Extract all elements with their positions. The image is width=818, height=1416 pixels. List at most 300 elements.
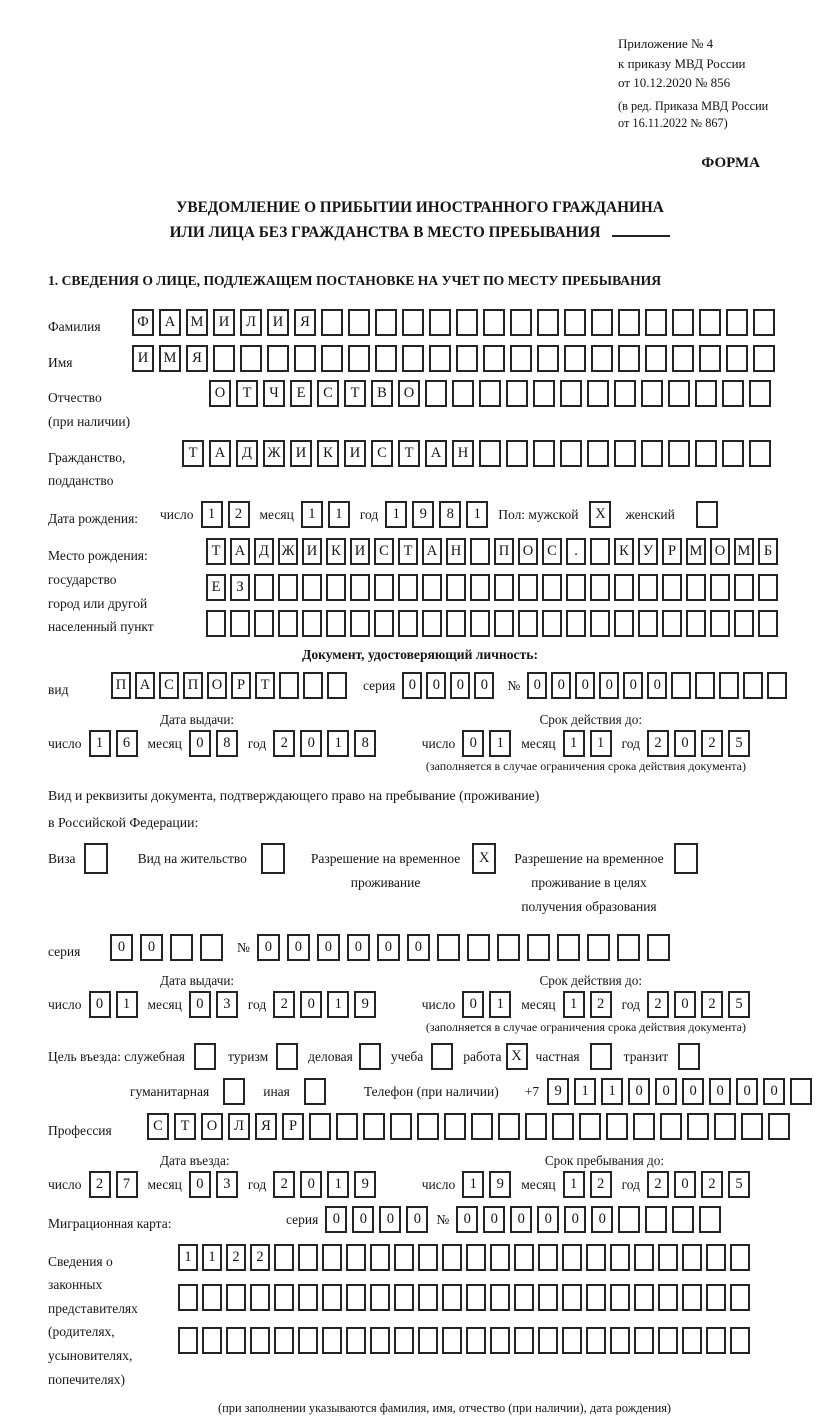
char-cell[interactable] bbox=[743, 672, 763, 699]
char-cell[interactable] bbox=[429, 309, 451, 336]
char-cell[interactable] bbox=[370, 1244, 390, 1271]
char-cell[interactable]: Ф bbox=[132, 309, 154, 336]
temp-residence-edu-checkbox[interactable] bbox=[674, 843, 698, 874]
char-cell[interactable] bbox=[614, 574, 634, 601]
char-cell[interactable] bbox=[734, 574, 754, 601]
char-cell[interactable] bbox=[442, 1284, 462, 1311]
char-cell[interactable] bbox=[326, 574, 346, 601]
char-cell[interactable]: М bbox=[734, 538, 754, 565]
char-cell[interactable] bbox=[497, 934, 520, 961]
char-cell[interactable]: А bbox=[422, 538, 442, 565]
char-cell[interactable] bbox=[579, 1113, 601, 1140]
residence-permit-checkbox[interactable] bbox=[261, 843, 285, 874]
char-cell[interactable] bbox=[425, 380, 447, 407]
char-cell[interactable]: 2 bbox=[250, 1244, 270, 1271]
char-cell[interactable] bbox=[749, 440, 771, 467]
char-cell[interactable]: 1 bbox=[328, 501, 350, 528]
char-cell[interactable] bbox=[506, 440, 528, 467]
char-cell[interactable]: 1 bbox=[563, 991, 585, 1018]
char-cell[interactable]: 2 bbox=[273, 991, 295, 1018]
char-cell[interactable] bbox=[767, 672, 787, 699]
char-cell[interactable] bbox=[398, 610, 418, 637]
char-cell[interactable]: 0 bbox=[763, 1078, 785, 1105]
char-cell[interactable]: Ж bbox=[263, 440, 285, 467]
char-cell[interactable] bbox=[446, 610, 466, 637]
char-cell[interactable] bbox=[498, 1113, 520, 1140]
char-cell[interactable] bbox=[303, 672, 323, 699]
char-cell[interactable]: С bbox=[374, 538, 394, 565]
char-cell[interactable]: Ж bbox=[278, 538, 298, 565]
char-cell[interactable] bbox=[557, 934, 580, 961]
char-cell[interactable]: 0 bbox=[599, 672, 619, 699]
char-cell[interactable]: 0 bbox=[483, 1206, 505, 1233]
char-cell[interactable] bbox=[730, 1327, 750, 1354]
char-cell[interactable] bbox=[686, 574, 706, 601]
char-cell[interactable]: 0 bbox=[189, 1171, 211, 1198]
char-cell[interactable]: 1 bbox=[590, 730, 612, 757]
char-cell[interactable]: 0 bbox=[426, 672, 446, 699]
char-cell[interactable] bbox=[566, 574, 586, 601]
char-cell[interactable] bbox=[514, 1327, 534, 1354]
char-cell[interactable] bbox=[363, 1113, 385, 1140]
char-cell[interactable] bbox=[538, 1244, 558, 1271]
char-cell[interactable] bbox=[682, 1327, 702, 1354]
char-cell[interactable] bbox=[533, 440, 555, 467]
char-cell[interactable]: Н bbox=[452, 440, 474, 467]
char-cell[interactable]: Т bbox=[344, 380, 366, 407]
char-cell[interactable] bbox=[202, 1284, 222, 1311]
char-cell[interactable] bbox=[274, 1244, 294, 1271]
char-cell[interactable]: 0 bbox=[623, 672, 643, 699]
char-cell[interactable]: 2 bbox=[701, 991, 723, 1018]
char-cell[interactable]: Т bbox=[182, 440, 204, 467]
char-cell[interactable] bbox=[633, 1113, 655, 1140]
char-cell[interactable]: 2 bbox=[89, 1171, 111, 1198]
char-cell[interactable]: Т bbox=[206, 538, 226, 565]
char-cell[interactable]: О bbox=[201, 1113, 223, 1140]
char-cell[interactable]: Л bbox=[228, 1113, 250, 1140]
char-cell[interactable]: 0 bbox=[591, 1206, 613, 1233]
char-cell[interactable] bbox=[537, 309, 559, 336]
char-cell[interactable]: 0 bbox=[325, 1206, 347, 1233]
char-cell[interactable] bbox=[706, 1244, 726, 1271]
char-cell[interactable] bbox=[730, 1244, 750, 1271]
char-cell[interactable] bbox=[562, 1327, 582, 1354]
char-cell[interactable]: 8 bbox=[216, 730, 238, 757]
purpose-service-checkbox[interactable] bbox=[194, 1043, 216, 1070]
char-cell[interactable] bbox=[706, 1327, 726, 1354]
char-cell[interactable]: 1 bbox=[327, 730, 349, 757]
char-cell[interactable] bbox=[298, 1327, 318, 1354]
char-cell[interactable]: 0 bbox=[456, 1206, 478, 1233]
char-cell[interactable] bbox=[394, 1284, 414, 1311]
char-cell[interactable] bbox=[200, 934, 223, 961]
purpose-tourism-checkbox[interactable] bbox=[276, 1043, 298, 1070]
char-cell[interactable] bbox=[510, 345, 532, 372]
char-cell[interactable]: М bbox=[686, 538, 706, 565]
char-cell[interactable] bbox=[350, 574, 370, 601]
char-cell[interactable]: П bbox=[183, 672, 203, 699]
char-cell[interactable]: 0 bbox=[89, 991, 111, 1018]
char-cell[interactable] bbox=[254, 574, 274, 601]
purpose-private-checkbox[interactable] bbox=[590, 1043, 612, 1070]
char-cell[interactable] bbox=[514, 1284, 534, 1311]
char-cell[interactable] bbox=[641, 440, 663, 467]
char-cell[interactable] bbox=[471, 1113, 493, 1140]
char-cell[interactable] bbox=[466, 1284, 486, 1311]
char-cell[interactable]: Е bbox=[290, 380, 312, 407]
char-cell[interactable] bbox=[741, 1113, 763, 1140]
char-cell[interactable] bbox=[294, 345, 316, 372]
char-cell[interactable] bbox=[250, 1284, 270, 1311]
purpose-study-checkbox[interactable] bbox=[431, 1043, 453, 1070]
char-cell[interactable]: И bbox=[302, 538, 322, 565]
char-cell[interactable] bbox=[758, 574, 778, 601]
char-cell[interactable]: О bbox=[207, 672, 227, 699]
char-cell[interactable] bbox=[590, 610, 610, 637]
char-cell[interactable] bbox=[542, 610, 562, 637]
female-checkbox[interactable] bbox=[696, 501, 718, 528]
char-cell[interactable] bbox=[346, 1284, 366, 1311]
char-cell[interactable] bbox=[566, 610, 586, 637]
char-cell[interactable] bbox=[178, 1284, 198, 1311]
char-cell[interactable] bbox=[660, 1113, 682, 1140]
char-cell[interactable] bbox=[374, 610, 394, 637]
char-cell[interactable] bbox=[790, 1078, 812, 1105]
char-cell[interactable]: А bbox=[159, 309, 181, 336]
char-cell[interactable]: 2 bbox=[273, 1171, 295, 1198]
char-cell[interactable] bbox=[662, 610, 682, 637]
char-cell[interactable]: 3 bbox=[216, 1171, 238, 1198]
char-cell[interactable] bbox=[394, 1244, 414, 1271]
char-cell[interactable]: П bbox=[111, 672, 131, 699]
char-cell[interactable] bbox=[326, 610, 346, 637]
purpose-other-checkbox[interactable] bbox=[304, 1078, 326, 1105]
char-cell[interactable] bbox=[322, 1284, 342, 1311]
char-cell[interactable] bbox=[298, 1284, 318, 1311]
char-cell[interactable] bbox=[758, 610, 778, 637]
char-cell[interactable] bbox=[618, 1206, 640, 1233]
char-cell[interactable]: 8 bbox=[439, 501, 461, 528]
char-cell[interactable]: 0 bbox=[317, 934, 340, 961]
char-cell[interactable] bbox=[614, 610, 634, 637]
char-cell[interactable] bbox=[533, 380, 555, 407]
char-cell[interactable] bbox=[645, 1206, 667, 1233]
char-cell[interactable]: 0 bbox=[736, 1078, 758, 1105]
purpose-humanitarian-checkbox[interactable] bbox=[223, 1078, 245, 1105]
char-cell[interactable] bbox=[467, 934, 490, 961]
char-cell[interactable]: М bbox=[159, 345, 181, 372]
char-cell[interactable] bbox=[202, 1327, 222, 1354]
char-cell[interactable]: 5 bbox=[728, 991, 750, 1018]
char-cell[interactable] bbox=[470, 610, 490, 637]
char-cell[interactable]: Р bbox=[662, 538, 682, 565]
char-cell[interactable] bbox=[402, 345, 424, 372]
char-cell[interactable] bbox=[719, 672, 739, 699]
char-cell[interactable] bbox=[682, 1284, 702, 1311]
char-cell[interactable]: О bbox=[209, 380, 231, 407]
char-cell[interactable]: 0 bbox=[564, 1206, 586, 1233]
char-cell[interactable]: Р bbox=[231, 672, 251, 699]
char-cell[interactable]: И bbox=[344, 440, 366, 467]
char-cell[interactable]: 0 bbox=[257, 934, 280, 961]
char-cell[interactable] bbox=[346, 1244, 366, 1271]
char-cell[interactable] bbox=[267, 345, 289, 372]
char-cell[interactable] bbox=[610, 1327, 630, 1354]
char-cell[interactable] bbox=[278, 610, 298, 637]
char-cell[interactable] bbox=[274, 1284, 294, 1311]
char-cell[interactable] bbox=[429, 345, 451, 372]
char-cell[interactable] bbox=[618, 309, 640, 336]
char-cell[interactable]: 7 bbox=[116, 1171, 138, 1198]
char-cell[interactable] bbox=[254, 610, 274, 637]
char-cell[interactable] bbox=[695, 380, 717, 407]
char-cell[interactable] bbox=[336, 1113, 358, 1140]
char-cell[interactable] bbox=[418, 1327, 438, 1354]
char-cell[interactable] bbox=[586, 1327, 606, 1354]
char-cell[interactable] bbox=[456, 345, 478, 372]
char-cell[interactable]: 0 bbox=[462, 730, 484, 757]
char-cell[interactable] bbox=[206, 610, 226, 637]
char-cell[interactable]: М bbox=[186, 309, 208, 336]
char-cell[interactable] bbox=[662, 574, 682, 601]
char-cell[interactable] bbox=[375, 309, 397, 336]
char-cell[interactable] bbox=[226, 1327, 246, 1354]
char-cell[interactable]: 9 bbox=[412, 501, 434, 528]
char-cell[interactable] bbox=[722, 380, 744, 407]
char-cell[interactable] bbox=[494, 574, 514, 601]
char-cell[interactable]: 9 bbox=[547, 1078, 569, 1105]
char-cell[interactable]: Я bbox=[294, 309, 316, 336]
char-cell[interactable] bbox=[370, 1284, 390, 1311]
char-cell[interactable]: 1 bbox=[202, 1244, 222, 1271]
temp-residence-checkbox[interactable]: X bbox=[472, 843, 496, 874]
purpose-business-checkbox[interactable] bbox=[359, 1043, 381, 1070]
char-cell[interactable]: К bbox=[317, 440, 339, 467]
char-cell[interactable] bbox=[734, 610, 754, 637]
char-cell[interactable] bbox=[350, 610, 370, 637]
char-cell[interactable]: О bbox=[710, 538, 730, 565]
char-cell[interactable] bbox=[710, 574, 730, 601]
char-cell[interactable]: 1 bbox=[201, 501, 223, 528]
char-cell[interactable] bbox=[722, 440, 744, 467]
char-cell[interactable] bbox=[645, 345, 667, 372]
char-cell[interactable]: И bbox=[290, 440, 312, 467]
char-cell[interactable] bbox=[422, 574, 442, 601]
char-cell[interactable] bbox=[560, 380, 582, 407]
char-cell[interactable]: 1 bbox=[601, 1078, 623, 1105]
char-cell[interactable]: 1 bbox=[489, 991, 511, 1018]
char-cell[interactable] bbox=[714, 1113, 736, 1140]
char-cell[interactable] bbox=[537, 345, 559, 372]
char-cell[interactable] bbox=[506, 380, 528, 407]
char-cell[interactable] bbox=[418, 1244, 438, 1271]
char-cell[interactable]: 0 bbox=[110, 934, 133, 961]
char-cell[interactable] bbox=[560, 440, 582, 467]
char-cell[interactable]: Р bbox=[282, 1113, 304, 1140]
char-cell[interactable]: И bbox=[350, 538, 370, 565]
char-cell[interactable] bbox=[672, 1206, 694, 1233]
char-cell[interactable] bbox=[538, 1284, 558, 1311]
char-cell[interactable]: В bbox=[371, 380, 393, 407]
char-cell[interactable]: 8 bbox=[354, 730, 376, 757]
char-cell[interactable]: 0 bbox=[682, 1078, 704, 1105]
char-cell[interactable] bbox=[278, 574, 298, 601]
purpose-transit-checkbox[interactable] bbox=[678, 1043, 700, 1070]
char-cell[interactable]: Е bbox=[206, 574, 226, 601]
visa-checkbox[interactable] bbox=[84, 843, 108, 874]
char-cell[interactable]: 1 bbox=[301, 501, 323, 528]
char-cell[interactable]: 0 bbox=[628, 1078, 650, 1105]
char-cell[interactable] bbox=[671, 672, 691, 699]
char-cell[interactable]: И bbox=[132, 345, 154, 372]
char-cell[interactable] bbox=[658, 1244, 678, 1271]
char-cell[interactable]: 2 bbox=[590, 991, 612, 1018]
char-cell[interactable] bbox=[279, 672, 299, 699]
char-cell[interactable]: И bbox=[267, 309, 289, 336]
char-cell[interactable]: 0 bbox=[379, 1206, 401, 1233]
char-cell[interactable]: З bbox=[230, 574, 250, 601]
char-cell[interactable] bbox=[444, 1113, 466, 1140]
char-cell[interactable]: 5 bbox=[728, 1171, 750, 1198]
char-cell[interactable]: 1 bbox=[489, 730, 511, 757]
char-cell[interactable]: 0 bbox=[462, 991, 484, 1018]
char-cell[interactable] bbox=[562, 1244, 582, 1271]
char-cell[interactable] bbox=[466, 1327, 486, 1354]
char-cell[interactable] bbox=[374, 574, 394, 601]
char-cell[interactable] bbox=[327, 672, 347, 699]
char-cell[interactable] bbox=[542, 574, 562, 601]
char-cell[interactable] bbox=[699, 309, 721, 336]
char-cell[interactable]: 2 bbox=[273, 730, 295, 757]
char-cell[interactable]: 0 bbox=[407, 934, 430, 961]
char-cell[interactable]: 3 bbox=[216, 991, 238, 1018]
char-cell[interactable] bbox=[479, 440, 501, 467]
char-cell[interactable]: 2 bbox=[228, 501, 250, 528]
char-cell[interactable]: 0 bbox=[674, 991, 696, 1018]
char-cell[interactable] bbox=[437, 934, 460, 961]
char-cell[interactable] bbox=[641, 380, 663, 407]
char-cell[interactable]: С bbox=[147, 1113, 169, 1140]
char-cell[interactable]: П bbox=[494, 538, 514, 565]
char-cell[interactable]: 9 bbox=[489, 1171, 511, 1198]
char-cell[interactable] bbox=[402, 309, 424, 336]
char-cell[interactable]: 1 bbox=[466, 501, 488, 528]
char-cell[interactable]: 0 bbox=[647, 672, 667, 699]
char-cell[interactable]: 0 bbox=[674, 1171, 696, 1198]
char-cell[interactable]: Д bbox=[254, 538, 274, 565]
char-cell[interactable] bbox=[658, 1284, 678, 1311]
char-cell[interactable]: 0 bbox=[474, 672, 494, 699]
char-cell[interactable]: 2 bbox=[590, 1171, 612, 1198]
char-cell[interactable]: 1 bbox=[462, 1171, 484, 1198]
char-cell[interactable]: 1 bbox=[563, 730, 585, 757]
char-cell[interactable] bbox=[634, 1244, 654, 1271]
char-cell[interactable]: 0 bbox=[551, 672, 571, 699]
char-cell[interactable]: Т bbox=[398, 440, 420, 467]
char-cell[interactable] bbox=[686, 610, 706, 637]
char-cell[interactable] bbox=[470, 538, 490, 565]
char-cell[interactable] bbox=[370, 1327, 390, 1354]
char-cell[interactable]: 1 bbox=[116, 991, 138, 1018]
char-cell[interactable] bbox=[687, 1113, 709, 1140]
char-cell[interactable]: 0 bbox=[674, 730, 696, 757]
char-cell[interactable]: Я bbox=[186, 345, 208, 372]
char-cell[interactable] bbox=[510, 309, 532, 336]
char-cell[interactable]: 9 bbox=[354, 1171, 376, 1198]
char-cell[interactable] bbox=[606, 1113, 628, 1140]
char-cell[interactable]: . bbox=[566, 538, 586, 565]
char-cell[interactable] bbox=[610, 1284, 630, 1311]
char-cell[interactable] bbox=[591, 345, 613, 372]
char-cell[interactable] bbox=[668, 380, 690, 407]
char-cell[interactable] bbox=[250, 1327, 270, 1354]
char-cell[interactable]: 0 bbox=[287, 934, 310, 961]
char-cell[interactable]: Т bbox=[398, 538, 418, 565]
char-cell[interactable]: 0 bbox=[347, 934, 370, 961]
char-cell[interactable]: 2 bbox=[647, 991, 669, 1018]
char-cell[interactable]: 2 bbox=[647, 1171, 669, 1198]
char-cell[interactable] bbox=[695, 672, 715, 699]
char-cell[interactable] bbox=[638, 574, 658, 601]
char-cell[interactable]: А bbox=[425, 440, 447, 467]
char-cell[interactable] bbox=[634, 1284, 654, 1311]
char-cell[interactable] bbox=[466, 1244, 486, 1271]
char-cell[interactable]: 0 bbox=[189, 991, 211, 1018]
char-cell[interactable]: Л bbox=[240, 309, 262, 336]
char-cell[interactable] bbox=[230, 610, 250, 637]
char-cell[interactable] bbox=[614, 440, 636, 467]
char-cell[interactable] bbox=[587, 440, 609, 467]
char-cell[interactable] bbox=[321, 345, 343, 372]
char-cell[interactable] bbox=[638, 610, 658, 637]
char-cell[interactable]: 2 bbox=[647, 730, 669, 757]
char-cell[interactable]: К bbox=[326, 538, 346, 565]
char-cell[interactable] bbox=[348, 345, 370, 372]
char-cell[interactable]: 1 bbox=[327, 991, 349, 1018]
char-cell[interactable]: 0 bbox=[300, 991, 322, 1018]
char-cell[interactable] bbox=[483, 345, 505, 372]
char-cell[interactable]: 1 bbox=[327, 1171, 349, 1198]
char-cell[interactable] bbox=[170, 934, 193, 961]
char-cell[interactable]: А bbox=[230, 538, 250, 565]
char-cell[interactable] bbox=[645, 309, 667, 336]
char-cell[interactable] bbox=[375, 345, 397, 372]
char-cell[interactable]: 0 bbox=[450, 672, 470, 699]
char-cell[interactable] bbox=[240, 345, 262, 372]
char-cell[interactable] bbox=[695, 440, 717, 467]
char-cell[interactable] bbox=[302, 610, 322, 637]
char-cell[interactable] bbox=[726, 345, 748, 372]
char-cell[interactable]: Т bbox=[236, 380, 258, 407]
char-cell[interactable] bbox=[538, 1327, 558, 1354]
purpose-work-checkbox[interactable]: X bbox=[506, 1043, 528, 1070]
char-cell[interactable] bbox=[417, 1113, 439, 1140]
char-cell[interactable] bbox=[514, 1244, 534, 1271]
char-cell[interactable] bbox=[298, 1244, 318, 1271]
char-cell[interactable] bbox=[706, 1284, 726, 1311]
male-checkbox[interactable]: X bbox=[589, 501, 611, 528]
char-cell[interactable] bbox=[730, 1284, 750, 1311]
char-cell[interactable]: 0 bbox=[300, 730, 322, 757]
char-cell[interactable]: 1 bbox=[574, 1078, 596, 1105]
char-cell[interactable]: О bbox=[398, 380, 420, 407]
char-cell[interactable] bbox=[321, 309, 343, 336]
char-cell[interactable]: 0 bbox=[402, 672, 422, 699]
char-cell[interactable]: Т bbox=[174, 1113, 196, 1140]
char-cell[interactable]: Ч bbox=[263, 380, 285, 407]
char-cell[interactable] bbox=[394, 1327, 414, 1354]
